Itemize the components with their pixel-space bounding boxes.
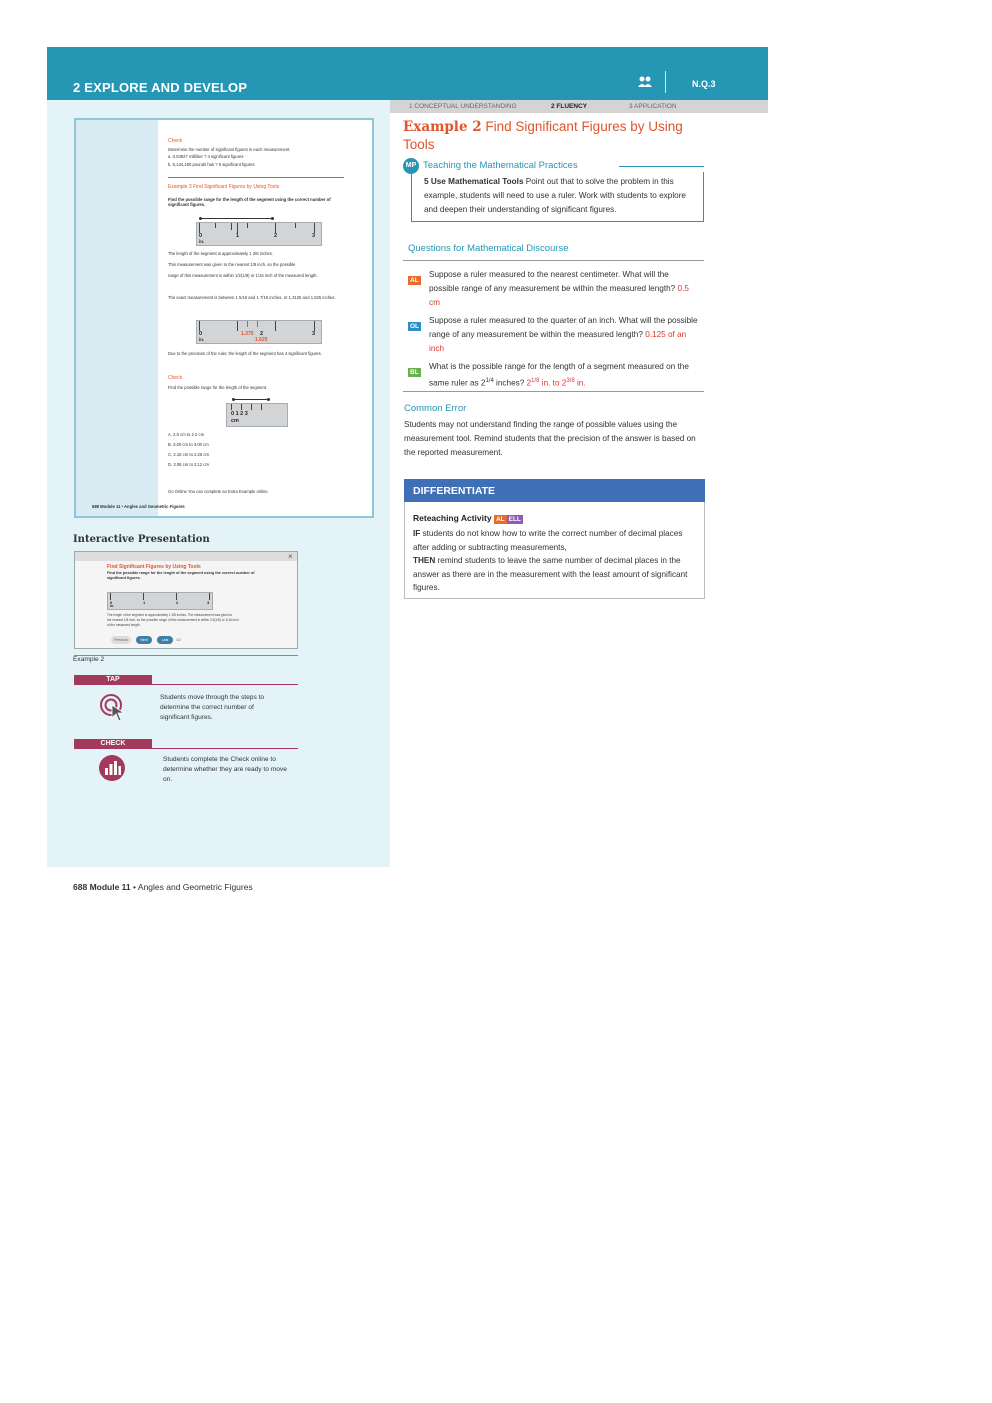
reteach-if: IF students do not know how to write the correct number of decimal places after adding or subtracting measurements,	[413, 529, 683, 552]
check2-prompt: Find the possible range for the length of the segment.	[168, 385, 268, 390]
bar-chart-icon	[99, 755, 125, 781]
people-icon	[637, 74, 653, 90]
example3-heading: Example 3 Find Significant Figures by Using Tools	[168, 184, 280, 190]
step5-text: Due to the precision of the ruler, the length of the segment has 4 significant figures.	[168, 351, 322, 356]
interactive-heading: Interactive Presentation	[73, 534, 210, 545]
al-badge-reteach: AL	[495, 516, 505, 523]
example-title	[403, 118, 703, 153]
reteach-then: THEN remind students to leave the same number of decimal places in the answer as there are in the measurement with the least amount of significant figures.	[413, 556, 688, 592]
page-footer: 688 Module 11 • Angles and Geometric Figures	[73, 882, 253, 892]
page-count: 1/2	[176, 638, 181, 642]
step1-text: The length of the segment is approximately 1 3/8 inches.	[168, 251, 273, 256]
student-page-margin	[76, 120, 158, 516]
tap-label: TAP	[74, 675, 152, 685]
al-badge: AL	[410, 277, 419, 284]
frame-text-2: the nearest 1/8 inch, so the possible range of this measurement is within 1/2(1/8) or 1/16 inch	[107, 618, 239, 622]
mp-heading: Teaching the Mathematical Practices	[423, 160, 578, 171]
interactive-frame[interactable]	[74, 551, 298, 649]
next-button[interactable]: Next	[136, 636, 152, 644]
ell-badge: ELL	[508, 516, 521, 523]
tap-rule	[152, 675, 298, 685]
bl-badge: BL	[410, 369, 419, 376]
interactive-caption: Example 2	[73, 656, 105, 663]
last-button[interactable]: Last	[157, 636, 173, 644]
check-text: Students complete the Check online to determine whether they are ready to move on.	[163, 756, 287, 783]
student-page-footer: 688 Module 11 • Angles and Geometric Figures	[92, 504, 185, 509]
common-error-text: Students may not understand finding the range of possible values using the measurement tool. Remind students that the precision of the answer is based on the reported measurement.	[404, 420, 696, 457]
step3-text: range of this measurement is within 1/2(1/8) or 1/16 inch of the measured length.	[168, 273, 318, 278]
previous-button[interactable]: Previous	[111, 636, 131, 644]
choice-c: C. 2.15 cm to 2.25 cm	[168, 452, 209, 457]
check-label: CHECK	[74, 739, 152, 749]
student-page-thumbnail	[74, 118, 374, 518]
section-title: 2 EXPLORE AND DEVELOP	[73, 80, 248, 95]
frame-text-1: The length of the segment is approximately 1 3/8 inches. The measurement was given to	[107, 613, 233, 617]
ruler-inches: 0 1 2 3 in.	[196, 222, 322, 246]
frame-title: Find Significant Figures by Using Tools	[107, 564, 201, 570]
qmd-heading: Questions for Mathematical Discourse	[408, 243, 569, 254]
tap-target-icon	[100, 694, 126, 722]
close-icon[interactable]: ×	[288, 552, 293, 561]
question-ol: Suppose a ruler measured to the quarter of an inch. What will the possible range of any measurement be within the measured length? 0.125 of an inch	[429, 316, 698, 353]
ruler-cm: 0 1 2 3 cm	[226, 403, 288, 427]
mp-text: 5 Use Mathematical Tools Point out that to solve the problem in this example, students will need to use a ruler. Work with students to explore and deepen their understanding of significant figures.	[424, 177, 686, 214]
reteach-heading: Reteaching Activity AL ELL	[413, 513, 521, 523]
tap-text: Students move through the steps to determine the correct number of significant figures.	[160, 694, 265, 721]
frame-prompt: Find the possible range for the length of the segment using the correct number of significant figures.	[107, 571, 255, 580]
choice-b: B. 3.00 cm to 3.00 cm	[168, 442, 209, 447]
example-title-text: Find Significant Figures by Using Tools	[403, 119, 683, 152]
frame-text-3: of the measured length.	[107, 623, 141, 627]
check1-b: b. 5,134,180 pounds has ? 6 significant figures	[168, 162, 255, 167]
check1-a: a. 0.03927 milliliter ? 4 significant figures	[168, 154, 244, 159]
mp-heading-rule	[619, 166, 704, 167]
common-error-heading: Common Error	[404, 403, 467, 414]
ruler-inches-detail: 0 1.375 2 1.625 3 in.	[196, 320, 322, 344]
check1-prompt: Determine the number of significant figures in each measurement.	[168, 147, 291, 152]
tab-conceptual: 1 CONCEPTUAL UNDERSTANDING	[409, 103, 517, 110]
check-rule	[152, 739, 298, 749]
question-al: Suppose a ruler measured to the nearest centimeter. What will the possible range of any measurement be within the measured length? 0.5 cm	[429, 270, 689, 307]
check2-heading: Check	[168, 375, 183, 381]
frame-ruler: 0 1 2 3 in.	[107, 592, 213, 610]
segment-line	[200, 218, 273, 219]
tab-fluency: 2 FLUENCY	[551, 103, 588, 110]
choice-a: A. 2.0 cm to 2.2 cm	[168, 432, 205, 437]
qmd-rule	[403, 260, 704, 261]
step2-text: This measurement was given to the nearest 1/8 inch, so the possible	[168, 262, 296, 267]
differentiate-bar	[404, 479, 705, 502]
choice-d: D. 3.08 cm to 2.12 cm	[168, 462, 209, 467]
example3-prompt: Find the possible range for the length of the segment using the correct number of significant figures.	[168, 197, 331, 208]
example-number: Example 2	[403, 119, 482, 135]
frame-titlebar	[75, 552, 297, 561]
divider	[168, 177, 344, 178]
ol-badge: OL	[410, 323, 420, 330]
skill-tabs	[390, 100, 768, 113]
qmd-bottom-rule	[403, 391, 704, 392]
check1-heading: Check	[168, 138, 183, 144]
differentiate-heading: DIFFERENTIATE	[413, 485, 496, 497]
tab-application: 3 APPLICATION	[629, 103, 677, 110]
frame-underline	[74, 655, 298, 656]
question-bl: What is the possible range for the length of a segment measured on the same ruler as $2^{1/4}$ inches? $2^{1/8}$ in. to $2^{3/8}$ in.	[429, 362, 689, 388]
mp-badge-icon: MP	[403, 158, 419, 174]
go-online-note: Go Online You can complete an Extra Example online.	[168, 489, 269, 494]
section-header	[47, 47, 768, 100]
header-divider	[665, 71, 666, 93]
standard-code: N.Q.3	[692, 79, 716, 89]
segment-line-cm	[233, 399, 269, 400]
step4-text: The exact measurement is between 1 5/16 and 1 7/16 inches, or 1.3125 and 1.625 inches.	[168, 295, 336, 300]
